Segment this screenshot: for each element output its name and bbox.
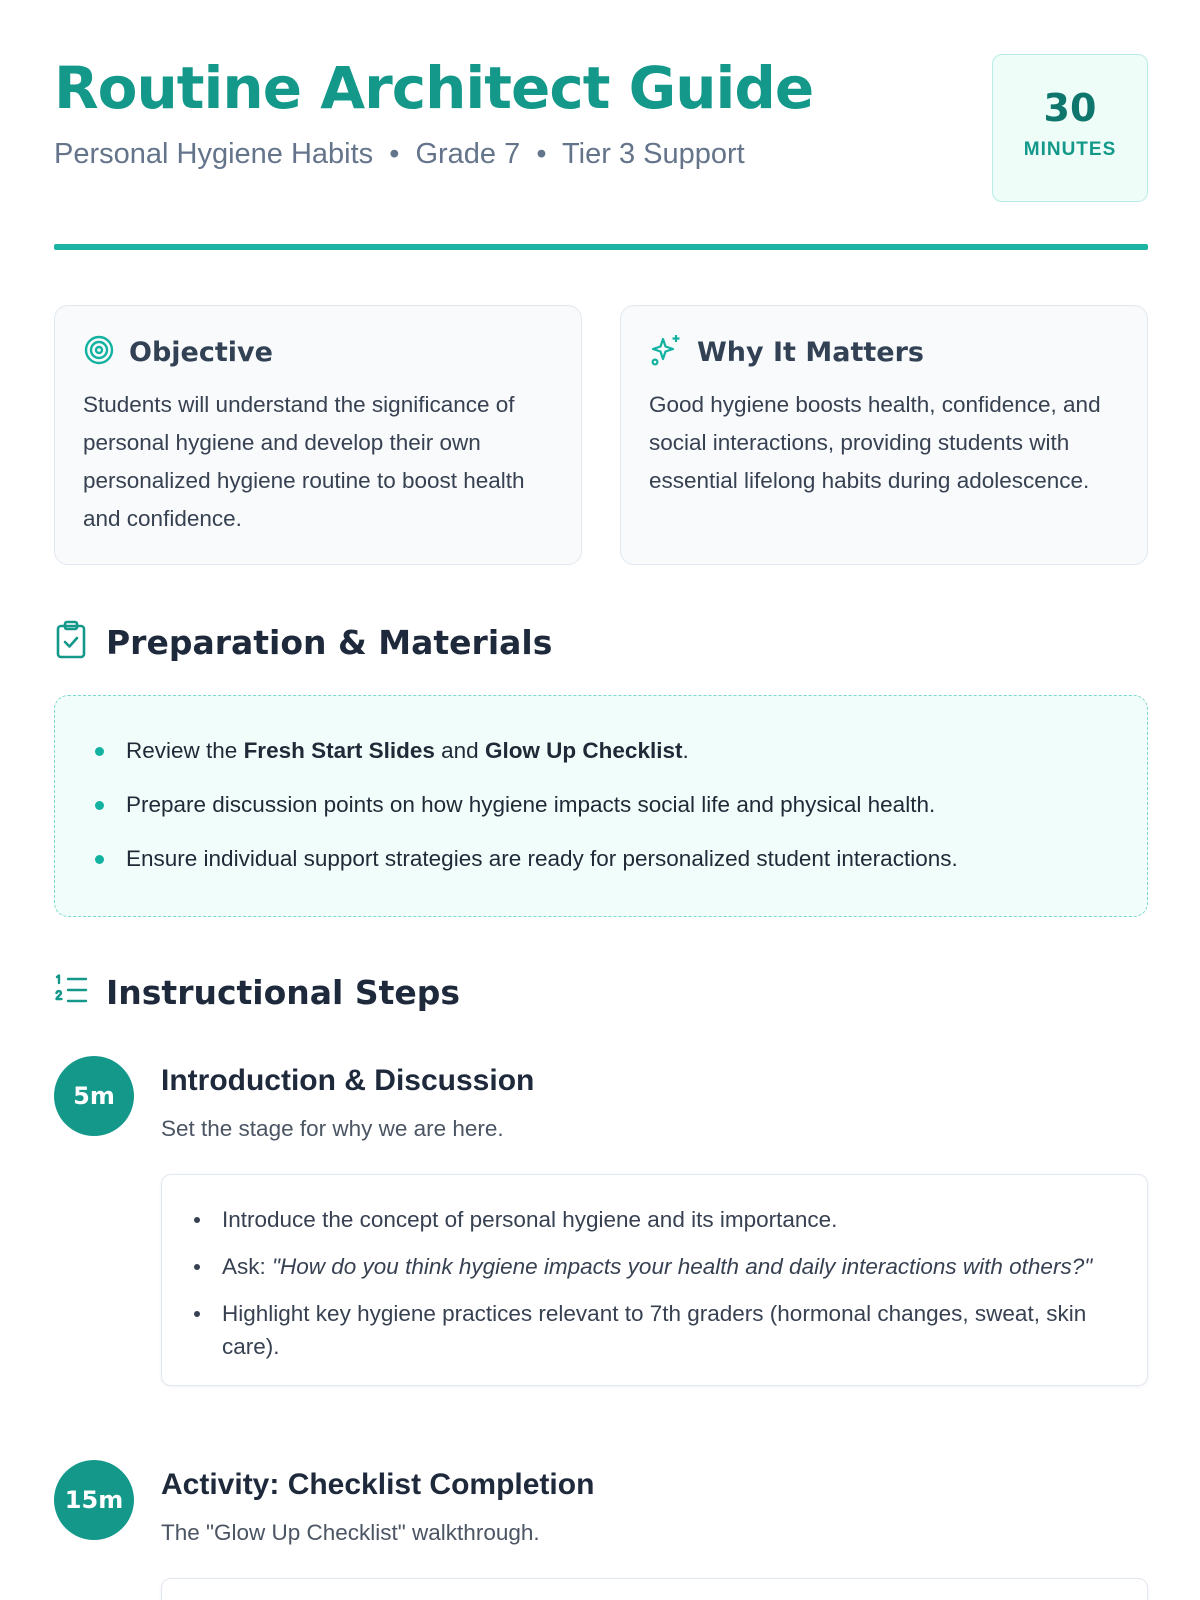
header-divider	[54, 244, 1148, 250]
numbered-list-icon	[54, 973, 88, 1012]
step-duration-badge: 5m	[54, 1056, 134, 1136]
preparation-heading	[54, 618, 552, 666]
list-item	[190, 1250, 1119, 1283]
duration-label: MINUTES	[1023, 139, 1117, 160]
objective-title: Objective	[129, 336, 273, 368]
preparation-title: Preparation & Materials	[106, 622, 553, 662]
why-it-matters-card	[620, 305, 1148, 565]
list-item	[95, 778, 1107, 832]
sparkles-icon	[649, 333, 683, 372]
subtitle-tier: Tier 3 Support	[562, 138, 745, 170]
list-item	[95, 832, 1107, 886]
step-title: Introduction & Discussion	[161, 1064, 535, 1097]
step-subtitle: Set the stage for why we are here.	[161, 1116, 504, 1141]
list-item	[190, 1203, 1119, 1236]
clipboard-check-icon	[54, 620, 88, 665]
list-item	[190, 1297, 1119, 1363]
subtitle-topic: Personal Hygiene Habits	[54, 138, 374, 170]
discussion-question: "How do you think hygiene impacts your health and daily interactions with others?"	[272, 1254, 1093, 1279]
objective-text: Students will understand the significance of personal hygiene and develop their own personalized hygiene routine to boost health and confidence.	[83, 392, 525, 531]
steps-heading	[54, 968, 460, 1016]
subtitle-separator: •	[389, 138, 400, 170]
item-text: .	[682, 738, 689, 763]
page-title: Routine Architect Guide	[54, 54, 814, 122]
bullet-icon	[194, 1217, 200, 1223]
step-subtitle: The "Glow Up Checklist" walkthrough.	[161, 1520, 540, 1545]
item-text: Introduce the concept of personal hygiene and its importance.	[222, 1207, 838, 1232]
list-item	[95, 724, 1107, 778]
bullet-icon	[95, 801, 104, 810]
step-details	[161, 1174, 1148, 1386]
item-text: Ensure individual support strategies are ready for personalized student interactions.	[126, 846, 958, 871]
bullet-icon	[95, 855, 104, 864]
why-text: Good hygiene boosts health, confidence, and social interactions, providing students with essential lifelong habits during adolescence.	[649, 392, 1101, 493]
step-details	[161, 1578, 1148, 1600]
page-subtitle	[54, 138, 745, 171]
target-icon	[83, 334, 115, 371]
item-text: Review the	[126, 738, 244, 763]
bullet-icon	[194, 1311, 200, 1317]
step-title: Activity: Checklist Completion	[161, 1468, 595, 1501]
item-text: Ask:	[222, 1254, 273, 1279]
subtitle-grade: Grade 7	[415, 138, 521, 170]
step-duration-badge: 15m	[54, 1460, 134, 1540]
item-text: Highlight key hygiene practices relevant to 7th graders (hormonal changes, sweat, skin care).	[222, 1301, 1087, 1359]
duration-value: 30	[1043, 86, 1097, 130]
steps-title: Instructional Steps	[106, 972, 461, 1012]
objective-card	[54, 305, 582, 565]
preparation-list	[54, 695, 1148, 917]
subtitle-separator: •	[536, 138, 547, 170]
bullet-icon	[194, 1264, 200, 1270]
page-header	[54, 52, 1148, 202]
material-glow-up-checklist: Glow Up Checklist	[484, 738, 683, 763]
bullet-icon	[95, 747, 104, 756]
item-text: Prepare discussion points on how hygiene impacts social life and physical health.	[126, 792, 936, 817]
why-title: Why It Matters	[697, 336, 924, 368]
item-text: and	[434, 738, 485, 763]
duration-badge	[992, 54, 1148, 202]
material-fresh-start-slides: Fresh Start Slides	[243, 738, 435, 763]
